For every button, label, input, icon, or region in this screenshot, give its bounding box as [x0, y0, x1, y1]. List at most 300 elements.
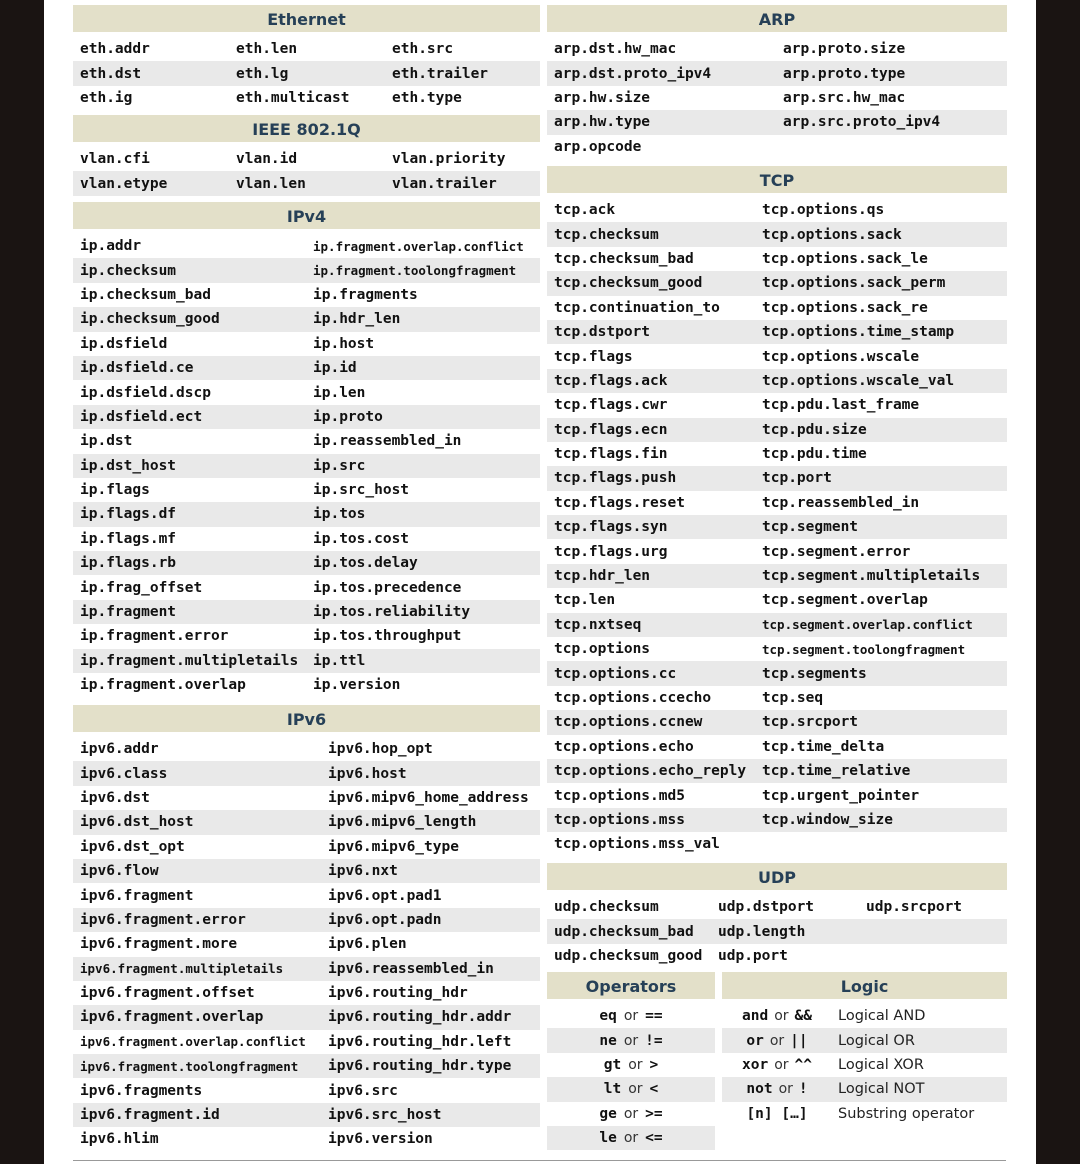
ipv4-section — [73, 202, 540, 697]
field-name: tcp.flags.fin — [554, 446, 668, 463]
field-name: ipv6.fragment.error — [80, 911, 246, 928]
or-word: or — [623, 1008, 639, 1025]
ipv6-row — [73, 859, 540, 883]
logic-operator — [722, 1008, 832, 1024]
field-name: tcp.segment.overlap — [762, 592, 928, 609]
field-name: arp.hw.type — [554, 114, 651, 131]
field-name: ip.tos.throughput — [313, 628, 462, 645]
field-name: ip.dsfield.ect — [80, 408, 203, 425]
or-word: or — [628, 1081, 643, 1098]
field-name: arp.opcode — [554, 138, 642, 155]
field-name: tcp.window_size — [762, 811, 893, 828]
field-name: tcp.dstport — [554, 324, 651, 341]
field-name: ipv6.routing_hdr.type — [328, 1058, 512, 1075]
field-name: tcp.flags.ecn — [554, 421, 668, 438]
field-name: ip.tos.reliability — [313, 604, 471, 621]
bottom-divider — [73, 1160, 1006, 1161]
operator-row — [547, 1004, 715, 1028]
logic-description: Logical AND — [838, 1008, 926, 1025]
tcp-row — [547, 442, 1007, 466]
ipv4-row — [73, 356, 540, 380]
logic-section — [722, 972, 1007, 1126]
field-name: eth.addr — [80, 41, 150, 58]
field-name: ip.version — [313, 677, 401, 694]
field-name: ip.ttl — [313, 652, 366, 669]
field-name: udp.length — [718, 923, 806, 940]
field-name: ip.frag_offset — [80, 579, 203, 596]
field-name: ipv6.dst — [80, 789, 150, 806]
ieee-row — [73, 147, 540, 171]
tcp-row — [547, 198, 1007, 222]
ethernet-row — [73, 86, 540, 110]
field-name: ipv6.fragment.offset — [80, 985, 255, 1002]
field-name: ip.tos — [313, 506, 366, 523]
ipv4-row — [73, 234, 540, 258]
field-name: tcp.checksum — [554, 226, 659, 243]
or-word: or — [628, 1056, 643, 1073]
field-name: eth.lg — [236, 65, 289, 82]
field-name: eth.ig — [80, 89, 133, 106]
field-name: tcp.ack — [554, 202, 616, 219]
ipv6-title: IPv6 — [73, 705, 540, 732]
field-name: tcp.pdu.size — [762, 421, 867, 438]
field-name: vlan.etype — [80, 175, 168, 192]
ipv6-row — [73, 810, 540, 834]
tcp-title: TCP — [547, 166, 1007, 193]
operator-row — [547, 1028, 715, 1052]
ipv4-row — [73, 624, 540, 648]
ethernet-rows — [73, 37, 540, 110]
field-name: tcp.flags.ack — [554, 372, 668, 389]
field-name: tcp.options.wscale — [762, 348, 920, 365]
field-name: vlan.len — [236, 175, 306, 192]
field-name: ip.tos.delay — [313, 555, 418, 572]
ethernet-row — [73, 61, 540, 85]
ieee-row — [73, 171, 540, 195]
udp-row — [547, 919, 1007, 943]
field-name: tcp.reassembled_in — [762, 494, 920, 511]
field-name: ipv6.version — [328, 1131, 433, 1148]
field-name: ip.src — [313, 457, 366, 474]
field-name: tcp.options — [554, 641, 651, 658]
logic-operator — [722, 1033, 832, 1049]
ieee-section — [73, 115, 540, 196]
field-name: ipv6.mipv6_type — [328, 838, 459, 855]
tcp-row — [547, 369, 1007, 393]
arp-rows — [547, 37, 1007, 159]
field-name: tcp.port — [762, 470, 832, 487]
ipv6-row — [73, 981, 540, 1005]
ipv6-row — [73, 1005, 540, 1029]
field-name: ip.src_host — [313, 482, 410, 499]
tcp-row — [547, 515, 1007, 539]
ipv4-rows — [73, 234, 540, 697]
field-name: tcp.seq — [762, 690, 824, 706]
field-name: ip.proto — [313, 408, 383, 425]
or-word: or — [623, 1105, 639, 1122]
ipv4-row — [73, 332, 540, 356]
field-name: ipv6.addr — [80, 741, 159, 758]
ipv6-row — [73, 1127, 540, 1151]
field-name: ipv6.src — [328, 1082, 398, 1099]
field-name: tcp.flags.cwr — [554, 397, 668, 414]
field-name: ipv6.flow — [80, 863, 159, 880]
or-word: or — [769, 1032, 785, 1049]
field-name: eth.len — [236, 41, 298, 58]
field-name: tcp.checksum_bad — [554, 250, 694, 267]
logic-operator — [722, 1106, 832, 1122]
udp-row — [547, 895, 1007, 919]
ipv6-rows — [73, 737, 540, 1152]
logic-row — [722, 1028, 1007, 1052]
field-name: udp.checksum_bad — [554, 923, 694, 940]
field-name: ip.fragment.error — [80, 628, 229, 645]
operators-title: Operators — [547, 972, 715, 999]
field-name: ip.len — [313, 384, 366, 401]
tcp-row — [547, 661, 1007, 685]
field-name: tcp.options.mss_val — [554, 836, 720, 853]
logic-operator — [722, 1057, 832, 1073]
tcp-row — [547, 710, 1007, 734]
or-word: or — [774, 1056, 789, 1073]
ipv6-row — [73, 737, 540, 761]
operator-row — [547, 1126, 715, 1150]
field-name: eth.trailer — [392, 65, 489, 82]
tcp-row — [547, 564, 1007, 588]
operator-row — [547, 1053, 715, 1077]
field-name: arp.dst.proto_ipv4 — [554, 65, 712, 82]
logic-operator — [722, 1081, 832, 1097]
ipv4-title: IPv4 — [73, 202, 540, 229]
field-name: tcp.segments — [762, 665, 867, 682]
field-name: tcp.flags.push — [554, 470, 677, 487]
field-name: ip.dsfield.dscp — [80, 384, 211, 401]
logic-keyword: [n] […] — [746, 1105, 808, 1122]
tcp-row — [547, 491, 1007, 515]
operator-keyword: ge — [599, 1105, 617, 1122]
field-name: arp.src.proto_ipv4 — [783, 114, 941, 131]
operator-symbol: < — [649, 1081, 659, 1098]
field-name: ipv6.routing_hdr — [328, 985, 468, 1002]
ipv4-row — [73, 478, 540, 502]
tcp-row — [547, 686, 1007, 710]
tcp-row — [547, 418, 1007, 442]
field-name: tcp.options.ccecho — [554, 690, 712, 706]
field-name: ip.flags.rb — [80, 555, 177, 572]
tcp-row — [547, 637, 1007, 661]
field-name: tcp.continuation_to — [554, 299, 720, 316]
operator-row — [547, 1102, 715, 1126]
ipv6-row — [73, 908, 540, 932]
ipv6-row — [73, 1103, 540, 1127]
tcp-row — [547, 222, 1007, 246]
field-name: tcp.options.sack_le — [762, 250, 928, 267]
tcp-section — [547, 166, 1007, 857]
operator-keyword: gt — [603, 1056, 622, 1073]
logic-symbol: ^^ — [794, 1056, 812, 1073]
field-name: tcp.hdr_len — [554, 568, 651, 585]
logic-description: Logical NOT — [838, 1081, 925, 1098]
logic-keyword: not — [746, 1081, 773, 1098]
field-name: eth.src — [392, 41, 454, 58]
arp-row — [547, 110, 1007, 134]
field-name: ip.fragment.overlap — [80, 677, 246, 694]
logic-rows — [722, 1004, 1007, 1126]
field-name: ip.fragment.multipletails — [80, 652, 299, 669]
arp-title: ARP — [547, 5, 1007, 32]
field-name: ip.dsfield.ce — [80, 360, 194, 377]
field-name: ip.flags.df — [80, 506, 177, 523]
tcp-row — [547, 759, 1007, 783]
field-name: ipv6.fragment.more — [80, 936, 238, 953]
ipv4-row — [73, 454, 540, 478]
field-name: tcp.options.ccnew — [554, 714, 703, 731]
field-name: ip.dsfield — [80, 335, 168, 352]
ieee-title: IEEE 802.1Q — [73, 115, 540, 142]
ipv4-row — [73, 380, 540, 404]
field-name: ipv6.class — [80, 765, 168, 782]
field-name: ipv6.fragment.overlap.conflict — [80, 1034, 306, 1050]
ipv4-row — [73, 649, 540, 673]
or-word: or — [774, 1008, 789, 1025]
field-name: ip.checksum_bad — [80, 286, 211, 303]
field-name: arp.proto.size — [783, 41, 906, 58]
field-name: tcp.len — [554, 592, 616, 609]
field-name: tcp.time_relative — [762, 763, 911, 780]
field-name: ip.fragment.overlap.conflict — [313, 238, 524, 254]
ipv4-row — [73, 551, 540, 575]
logic-keyword: and — [742, 1008, 769, 1025]
field-name: ipv6.host — [328, 765, 407, 782]
ipv6-row — [73, 1054, 540, 1078]
field-name: tcp.options.echo — [554, 738, 694, 755]
field-name: udp.checksum — [554, 899, 659, 916]
field-name: udp.srcport — [866, 899, 963, 916]
field-name: tcp.options.sack — [762, 226, 902, 243]
ipv6-row — [73, 786, 540, 810]
tcp-row — [547, 832, 1007, 856]
field-name: ipv6.opt.pad1 — [328, 887, 442, 904]
ieee-rows — [73, 147, 540, 196]
field-name: ipv6.dst_host — [80, 814, 194, 831]
logic-symbol: || — [790, 1032, 808, 1049]
tcp-row — [547, 320, 1007, 344]
operator-keyword: ne — [599, 1032, 617, 1049]
tcp-row — [547, 296, 1007, 320]
ipv6-row — [73, 1030, 540, 1054]
field-name: tcp.options.sack_re — [762, 299, 928, 316]
logic-description: Substring operator — [838, 1105, 975, 1122]
operator-keyword: lt — [603, 1081, 622, 1098]
ipv4-row — [73, 575, 540, 599]
cheat-sheet-page — [44, 0, 1036, 1164]
ipv6-row — [73, 1078, 540, 1102]
field-name: ip.tos.cost — [313, 530, 410, 547]
field-name: ip.dst_host — [80, 457, 177, 474]
tcp-row — [547, 271, 1007, 295]
arp-section — [547, 5, 1007, 159]
field-name: tcp.pdu.time — [762, 446, 867, 463]
logic-row — [722, 1004, 1007, 1028]
logic-symbol: && — [794, 1008, 812, 1025]
operator-keyword: le — [599, 1130, 617, 1147]
ipv6-row — [73, 957, 540, 981]
field-name: arp.proto.type — [783, 65, 906, 82]
field-name: vlan.trailer — [392, 175, 497, 192]
field-name: vlan.priority — [392, 151, 506, 168]
field-name: tcp.segment.toolongfragment — [762, 641, 966, 657]
ipv4-row — [73, 502, 540, 526]
field-name: ip.reassembled_in — [313, 433, 462, 450]
operator-row — [547, 1077, 715, 1101]
field-name: ip.fragments — [313, 286, 418, 303]
logic-row — [722, 1102, 1007, 1126]
udp-section — [547, 863, 1007, 968]
field-name: ip.dst — [80, 433, 133, 450]
field-name: ipv6.src_host — [328, 1107, 442, 1124]
field-name: eth.type — [392, 89, 462, 106]
field-name: ip.fragment.toolongfragment — [313, 263, 517, 279]
or-word: or — [623, 1130, 639, 1147]
or-word: or — [623, 1032, 639, 1049]
ipv4-row — [73, 527, 540, 551]
field-name: ipv6.fragment.overlap — [80, 1009, 264, 1026]
field-name: eth.multicast — [236, 89, 350, 106]
ethernet-row — [73, 37, 540, 61]
field-name: udp.dstport — [718, 899, 815, 916]
tcp-rows — [547, 198, 1007, 857]
logic-symbol: ! — [798, 1081, 808, 1098]
arp-row — [547, 135, 1007, 159]
udp-title: UDP — [547, 863, 1007, 890]
tcp-row — [547, 344, 1007, 368]
field-name: ip.hdr_len — [313, 311, 401, 328]
field-name: ip.fragment — [80, 604, 177, 621]
field-name: tcp.flags.urg — [554, 543, 668, 560]
field-name: ipv6.fragment — [80, 887, 194, 904]
field-name: ip.checksum — [80, 262, 177, 279]
field-name: ip.flags.mf — [80, 530, 177, 547]
ipv4-row — [73, 429, 540, 453]
field-name: ip.tos.precedence — [313, 579, 462, 596]
tcp-row — [547, 613, 1007, 637]
field-name: vlan.cfi — [80, 151, 150, 168]
logic-keyword: or — [746, 1032, 764, 1049]
arp-row — [547, 37, 1007, 61]
field-name: tcp.segment — [762, 519, 859, 536]
ipv4-row — [73, 307, 540, 331]
field-name: ipv6.fragment.id — [80, 1107, 220, 1124]
operator-symbol: != — [645, 1032, 663, 1049]
logic-keyword: xor — [742, 1056, 769, 1073]
udp-rows — [547, 895, 1007, 968]
field-name: ip.host — [313, 335, 375, 352]
field-name: tcp.checksum_good — [554, 275, 703, 292]
field-name: udp.checksum_good — [554, 947, 703, 964]
field-name: ipv6.plen — [328, 936, 407, 953]
tcp-row — [547, 735, 1007, 759]
ipv6-row — [73, 761, 540, 785]
logic-description: Logical OR — [838, 1032, 915, 1049]
operators-rows — [547, 1004, 715, 1150]
ipv4-row — [73, 283, 540, 307]
field-name: arp.dst.hw_mac — [554, 41, 677, 58]
field-name: udp.port — [718, 947, 788, 964]
field-name: vlan.id — [236, 151, 298, 168]
field-name: arp.hw.size — [554, 89, 651, 106]
field-name: tcp.segment.error — [762, 543, 911, 560]
ethernet-section — [73, 5, 540, 110]
logic-row — [722, 1053, 1007, 1077]
field-name: tcp.options.echo_reply — [554, 763, 747, 780]
ipv4-row — [73, 258, 540, 282]
arp-row — [547, 86, 1007, 110]
ipv4-row — [73, 600, 540, 624]
field-name: tcp.options.mss — [554, 811, 685, 828]
field-name: ip.id — [313, 360, 357, 377]
field-name: ipv6.routing_hdr.addr — [328, 1009, 512, 1026]
field-name: ip.flags — [80, 482, 150, 499]
field-name: tcp.pdu.last_frame — [762, 397, 920, 414]
field-name: tcp.segment.multipletails — [762, 568, 981, 585]
field-name: tcp.time_delta — [762, 738, 885, 755]
field-name: ipv6.fragments — [80, 1082, 203, 1099]
tcp-row — [547, 588, 1007, 612]
field-name: ipv6.nxt — [328, 863, 398, 880]
ipv6-row — [73, 932, 540, 956]
operator-symbol: <= — [645, 1130, 663, 1147]
logic-row — [722, 1077, 1007, 1101]
tcp-row — [547, 808, 1007, 832]
ipv6-row — [73, 883, 540, 907]
tcp-row — [547, 393, 1007, 417]
tcp-row — [547, 539, 1007, 563]
field-name: ipv6.mipv6_length — [328, 814, 477, 831]
field-name: tcp.flags — [554, 348, 633, 365]
ipv6-row — [73, 835, 540, 859]
ethernet-title: Ethernet — [73, 5, 540, 32]
field-name: tcp.options.qs — [762, 202, 885, 219]
field-name: ipv6.reassembled_in — [328, 960, 494, 977]
field-name: arp.src.hw_mac — [783, 89, 906, 106]
field-name: ipv6.opt.padn — [328, 911, 442, 928]
field-name: tcp.options.cc — [554, 665, 677, 682]
field-name: ipv6.routing_hdr.left — [328, 1033, 512, 1050]
operators-section — [547, 972, 715, 1150]
ipv4-row — [73, 405, 540, 429]
udp-row — [547, 944, 1007, 968]
field-name: tcp.segment.overlap.conflict — [762, 617, 973, 633]
field-name: ipv6.fragment.multipletails — [80, 961, 284, 977]
tcp-row — [547, 466, 1007, 490]
field-name: tcp.flags.syn — [554, 519, 668, 536]
field-name: tcp.flags.reset — [554, 494, 685, 511]
or-word: or — [778, 1081, 793, 1098]
field-name: ip.checksum_good — [80, 311, 220, 328]
operator-symbol: >= — [645, 1105, 663, 1122]
arp-row — [547, 61, 1007, 85]
operator-symbol: > — [649, 1056, 659, 1073]
field-name: tcp.options.time_stamp — [762, 324, 955, 341]
field-name: tcp.nxtseq — [554, 616, 642, 633]
field-name: tcp.options.wscale_val — [762, 372, 955, 389]
field-name: tcp.srcport — [762, 714, 859, 731]
logic-title: Logic — [722, 972, 1007, 999]
field-name: ipv6.hop_opt — [328, 741, 433, 758]
field-name: ipv6.hlim — [80, 1131, 159, 1148]
field-name: tcp.options.sack_perm — [762, 275, 946, 292]
operator-keyword: eq — [599, 1008, 617, 1025]
